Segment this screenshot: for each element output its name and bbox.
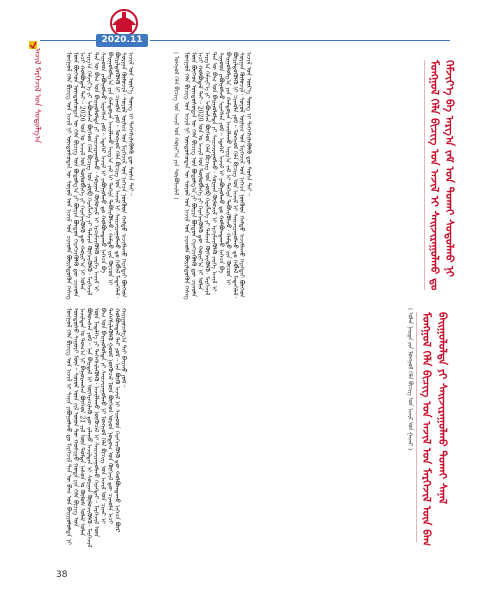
article-2-heading-line1: ᠮᠣᠩᠭᠣᠯ ᠬᠡᠯᠡ ᠪᠢᠴᠢᠭ ᠤᠨ ᠠᠵᠢᠯ ᠤᠨ ᠮᠡᠷᠭᠡᠵᠢᠯ ᠦᠨ ᠪᠠᠭ <box>420 312 433 547</box>
article-2-heading-line2: ᠪᠠᠢᠭᠤᠯᠤᠯᠲᠠ ᠶᠢ ᠰᠠᠢᠵᠢᠷᠠᠭᠤᠯᠬᠤ ᠲᠤᠬᠠᠢ ᠰᠠᠨᠠᠯ <box>436 312 449 504</box>
article-1-body-top: ᠮᠣᠩᠭᠣᠯ ᠬᠡᠯᠡ ᠪᠢᠴᠢᠭ ᠤᠨ ᠠᠵᠢᠯ ᠨᠢ ᠦᠨᠳᠦᠰᠦᠲᠡᠨ ᠦ ᠰᠣᠶᠣᠯ ᠤᠨ ᠠᠵᠢᠯ ᠤᠨ ᠴᠢᠬᠤᠯᠠ ᠪᠦᠷᠢᠯᠳᠦᠬᠦᠨ ᠬᠡᠰᠡᠭ ᠮᠥᠨ ᠪᠥᠭᠡᠳ ᠦᠨᠳᠦᠰᠦᠲᠡᠨ ᠦ ᠬᠡᠯᠡ ᠪᠢᠴᠢᠭ ᠤᠨ ᠪᠣᠳᠤᠯᠭ᠎ᠠ ᠶᠢ ᠪᠦᠷᠢᠨ ᠪᠦᠲᠦᠨ ᠬᠡᠷᠡᠭᠵᠢᠭᠦᠯᠬᠦ ᠳᠦ ᠴᠢᠬᠤᠯᠠ ᠠᠴᠢ ᠬᠣᠯᠪᠣᠳᠠᠯ ᠲᠠᠢ᠃ 2020 ᠣᠨ ᠤ ᠠᠵᠢᠯ ᠤᠨ ᠲᠥᠯᠦᠪᠯᠡᠭᠡ ᠶᠢ ᠬᠡᠷᠡᠭᠵᠢᠭᠦᠯᠬᠦ ᠳᠦ ᠬᠣᠷᠢᠶ᠎ᠠ ᠨᠢ ᠣᠯᠠᠨ ᠠᠷᠭ᠎ᠠ ᠬᠡᠮᠵᠢᠶ᠎ᠡ ᠶᠢ ᠠᠪᠤᠭᠰᠠᠨ ᠪᠥᠭᠡᠳ ᠬᠡᠯᠡ ᠪᠢᠴᠢᠭ ᠤᠨ ᠵᠥᠪ ᠬᠡᠷᠡᠭᠯᠡᠭᠡ ᠶᠢ ᠳᠡᠮᠵᠢᠨ ᠬᠥᠭᠵᠢᠭᠦᠯᠬᠦ᠂ ᠮᠡᠷᠭᠡᠵᠢᠯ ᠲᠡᠨ ᠦ ᠪᠠᠭ ᠤᠨ ᠪᠠᠢᠭᠤᠯᠤᠯᠲᠠ ᠶᠢ ᠰᠠᠢᠵᠢᠷᠠᠭᠤᠯᠬᠤ᠂ ᠰᠤᠷᠭᠠᠨ ᠬᠦᠮᠦᠵᠢᠯ ᠢ ᠡᠷᠴᠢᠮᠵᠢᠭᠦᠯᠬᠦ ᠵᠡᠷᠭᠡ ᠠᠵᠢᠯ ᠢ ᠰᠢᠭᠤᠳ ᠶᠠᠪᠤᠭᠤᠯᠵᠤ ᠢᠷᠡᠭᠰᠡᠨ ᠶᠤᠮ᠃ ᠡᠳᠡᠭᠡᠷ ᠠᠵᠢᠯ ᠢ ᠶᠠᠪᠤᠭᠤᠯᠬᠤ ᠳᠤ ᠬᠣᠯᠪᠣᠭᠳᠠᠬᠤ ᠨᠡᠭᠡᠴᠡ ᠪᠠ ᠪᠠᠢᠭᠤᠯᠤᠯᠭ᠎ᠠ ᠶᠢᠨ ᠬᠠᠮᠲᠤᠷᠠᠨ ᠠᠵᠢᠯᠯᠠᠬᠤ ᠠᠷᠭ᠎ᠠ ᠵᠠᠮ ᠢ ᠳᠡᠭᠡᠷᠡ ᠳᠡᠪᠰᠢᠭᠦᠯᠵᠦ᠂ ᠬᠠᠮᠲᠤ ᠶᠢᠨ ᠬᠦᠴᠦᠨ ᠢ ᠪᠦᠷᠢᠯᠳᠦᠭᠦᠯᠬᠦ ᠨᠢ ᠴᠢᠬᠤᠯᠠ ᠶᠤᠮ᠃ ᠮᠣᠩᠭᠣᠯ ᠬᠡᠯᠡ ᠪᠢᠴᠢᠭ ᠤᠨ ᠠᠵᠢᠯ ᠢ ᠰᠠᠢᠵᠢᠷᠠᠭᠤᠯᠬᠤ ᠳᠤ ᠬᠡᠪᠯᠡᠯ ᠮᠡᠳᠡᠭᠡᠯᠡᠯ᠂ ᠰᠤᠷᠭᠠᠨ ᠬᠥᠮᠦᠵᠢᠯ᠂ ᠰᠣᠶᠣᠯ ᠤᠷᠯᠢᠭ ᠤᠨ ᠮᠡᠷᠭᠡᠵᠢᠯ ᠤᠨ ᠨᠡᠭᠡᠴᠡ ᠨᠦᠭᠦᠳ ᠬᠠᠮᠲᠤ ᠠᠵᠢᠯᠯᠠᠬᠤ ᠬᠡᠷᠡᠭᠲᠡᠢ ᠪᠥᠭᠡᠳ ᠠᠵᠢᠯ ᠤᠨ ᠦᠷ᠎ᠡ ᠳᠦᠩ ᠢ ᠳᠡᠭᠡᠭᠰᠢᠯᠡᠭᠦᠯᠬᠦ ᠳᠦ ᠲᠤᠰᠠ ᠲᠠᠢ᠃ <box>64 52 135 300</box>
article-1-heading-line1: ᠮᠣᠩᠭᠣᠯ ᠬᠡᠯᠡ ᠪᠢᠴᠢᠭ ᠤᠨ ᠠᠵᠢᠯ ᠢ ᠰᠠᠢᠵᠢᠷᠠᠭᠤᠯᠬᠤ ᠳᠤ <box>428 60 441 291</box>
article-1-heading-line2: ᠬᠡᠮᠵᠢᠶ᠎ᠡ ᠪᠠ ᠠᠷᠭ᠎ᠠ ᠵᠠᠮ ᠤᠨ ᠲᠤᠬᠠᠢ ᠰᠤᠳᠤᠯᠬᠤ ᠨᠢ <box>443 60 456 278</box>
article-2-note: ( ᠣᠯᠠᠨ ᠨᠡᠢᠲᠡ ᠶᠢᠨ ᠮᠣᠩᠭᠣᠯ ᠬᠡᠯᠡ ᠪᠢᠴᠢᠭ ᠤᠨ ᠠᠵᠢᠯ ᠤᠨ ᠭᠠᠵᠠᠷ ) <box>406 308 413 451</box>
header-rule <box>150 40 450 41</box>
heading-separator-2 <box>416 312 417 542</box>
article-1-note: ( ᠮᠣᠩᠭᠣᠯ ᠬᠡᠯᠡ ᠪᠢᠴᠢᠭ ᠤᠨ ᠠᠵᠢᠯ ᠤᠨ ᠬᠣᠷᠢᠶ᠎ᠠ ᠶᠢᠨ ᠰᠤᠷᠪᠤᠯᠵᠢᠯᠠᠯ ) <box>172 52 179 200</box>
page-number: 38 <box>56 570 68 580</box>
section-title: ᠠᠵᠢᠯ ᠮᠡᠷᠭᠡᠵᠢᠯ ᠤᠨ ᠰᠤᠳᠤᠯᠭ᠎ᠠ <box>33 48 42 144</box>
issue-date-badge: 2020.11 <box>96 34 148 47</box>
heading-separator <box>424 60 425 290</box>
article-1-body: ᠮᠣᠩᠭᠣᠯ ᠬᠡᠯᠡ ᠪᠢᠴᠢᠭ ᠤᠨ ᠠᠵᠢᠯ ᠨᠢ ᠦᠨᠳᠦᠰᠦᠲᠡᠨ ᠦ ᠰᠣᠶᠣᠯ ᠤᠨ ᠠᠵᠢᠯ ᠤᠨ ᠴᠢᠬᠤᠯᠠ ᠪᠦᠷᠢᠯᠳᠦᠬᠦᠨ ᠬᠡᠰᠡᠭ ᠮᠥᠨ ᠪᠥᠭᠡᠳ ᠦᠨᠳᠦᠰᠦᠲᠡᠨ ᠦ ᠬᠡᠯᠡ ᠪᠢᠴᠢᠭ ᠤᠨ ᠪᠣᠳᠤᠯᠭ᠎ᠠ ᠶᠢ ᠪᠦᠷᠢᠨ ᠪᠦᠲᠦᠨ ᠬᠡᠷᠡᠭᠵᠢᠭᠦᠯᠬᠦ ᠳᠦ ᠴᠢᠬᠤᠯᠠ ᠠᠴᠢ ᠬᠣᠯᠪᠣᠳᠠᠯ ᠲᠠᠢ᠃ 2020 ᠣᠨ ᠤ ᠠᠵᠢᠯ ᠤᠨ ᠲᠥᠯᠦᠪᠯᠡᠭᠡ ᠶᠢ ᠬᠡᠷᠡᠭᠵᠢᠭᠦᠯᠬᠦ ᠳᠦ ᠬᠣᠷᠢᠶ᠎ᠠ ᠨᠢ ᠣᠯᠠᠨ ᠠᠷᠭ᠎ᠠ ᠬᠡᠮᠵᠢᠶ᠎ᠡ ᠶᠢ ᠠᠪᠤᠭᠰᠠᠨ ᠪᠥᠭᠡᠳ ᠬᠡᠯᠡ ᠪᠢᠴᠢᠭ ᠤᠨ ᠵᠥᠪ ᠬᠡᠷᠡᠭᠯᠡᠭᠡ ᠶᠢ ᠳᠡᠮᠵᠢᠨ ᠬᠥᠭᠵᠢᠭᠦᠯᠬᠦ᠂ ᠮᠡᠷᠭᠡᠵᠢᠯ ᠲᠡᠨ ᠦ ᠪᠠᠭ ᠤᠨ ᠪᠠᠢᠭᠤᠯᠤᠯᠲᠠ ᠶᠢ ᠰᠠᠢᠵᠢᠷᠠᠭᠤᠯᠬᠤ᠂ ᠰᠤᠷᠭᠠᠨ ᠬᠦᠮᠦᠵᠢᠯ ᠢ ᠡᠷᠴᠢᠮᠵᠢᠭᠦᠯᠬᠦ ᠵᠡᠷᠭᠡ ᠠᠵᠢᠯ ᠢ ᠰᠢᠭᠤᠳ ᠶᠠᠪᠤᠭᠤᠯᠵᠤ ᠢᠷᠡᠭᠰᠡᠨ ᠶᠤᠮ᠃ ᠡᠳᠡᠭᠡᠷ ᠠᠵᠢᠯ ᠢ ᠶᠠᠪᠤᠭᠤᠯᠬᠤ ᠳᠤ ᠬᠣᠯᠪᠣᠭᠳᠠᠬᠤ ᠨᠡᠭᠡᠴᠡ ᠪᠠ ᠪᠠᠢᠭᠤᠯᠤᠯᠭ᠎ᠠ ᠶᠢᠨ ᠬᠠᠮᠲᠤᠷᠠᠨ ᠠᠵᠢᠯᠯᠠᠬᠤ ᠠᠷᠭ᠎ᠠ ᠵᠠᠮ ᠢ ᠳᠡᠭᠡᠷᠡ ᠳᠡᠪᠰᠢᠭᠦᠯᠵᠦ᠂ ᠬᠠᠮᠲᠤ ᠶᠢᠨ ᠬᠦᠴᠦᠨ ᠢ ᠪᠦᠷᠢᠯᠳᠦᠭᠦᠯᠬᠦ ᠨᠢ ᠴᠢᠬᠤᠯᠠ ᠶᠤᠮ᠃ ᠮᠣᠩᠭᠣᠯ ᠬᠡᠯᠡ ᠪᠢᠴᠢᠭ ᠤᠨ ᠠᠵᠢᠯ ᠢ ᠰᠠᠢᠵᠢᠷᠠᠭᠤᠯᠬᠤ ᠳᠤ ᠬᠡᠪᠯᠡᠯ ᠮᠡᠳᠡᠭᠡᠯᠡᠯ᠂ ᠰᠤᠷᠭᠠᠨ ᠬᠥᠮᠦᠵᠢᠯ᠂ ᠰᠣᠶᠣᠯ ᠤᠷᠯᠢᠭ ᠤᠨ ᠮᠡᠷᠭᠡᠵᠢᠯ ᠤᠨ ᠨᠡᠭᠡᠴᠡ ᠨᠦᠭᠦᠳ ᠬᠠᠮᠲᠤ ᠠᠵᠢᠯᠯᠠᠬᠤ ᠬᠡᠷᠡᠭᠲᠡᠢ ᠪᠥᠭᠡᠳ ᠠᠵᠢᠯ ᠤᠨ ᠦᠷ᠎ᠡ ᠳᠦᠩ ᠢ ᠳᠡᠭᠡᠭᠰᠢᠯᠡᠭᠦᠯᠬᠦ ᠳᠦ ᠲᠤᠰᠠ ᠲᠠᠢ᠃ <box>182 52 253 300</box>
article-2-body: ᠮᠣᠩᠭᠣᠯ ᠬᠡᠯᠡ ᠪᠢᠴᠢᠭ ᠤᠨ ᠠᠵᠢᠯ ᠢ ᠰᠠᠢᠨ ᠶᠠᠪᠤᠭᠤᠯᠬᠤ ᠳᠤ ᠮᠡᠷᠭᠡᠵᠢᠯ ᠲᠡᠨ ᠦ ᠪᠠᠭ ᠤᠨ ᠪᠠᠢᠭᠤᠯᠤᠯᠲᠠ ᠨᠢ ᠦᠨᠳᠦᠰᠦ ᠰᠠᠭᠤᠷᠢ ᠮᠥᠨ᠃ ᠰᠦᠦᠯ ᠦᠨ ᠵᠢᠯ ᠦᠳ ᠲᠦ ᠬᠣᠰᠢᠭᠤ ᠬᠣᠲᠠ ᠶᠢᠨ ᠬᠡᠯᠡ ᠪᠢᠴᠢᠭ ᠤᠨ ᠠᠵᠢᠯᠲᠠᠨ ᠤ ᠲᠣᠭ᠎ᠠ ᠨᠢ ᠪᠠᠭᠤᠷᠠᠭᠰᠠᠨ ᠪᠥᠭᠡᠳ 21 ᠵᠢᠯ ᠦᠨ ᠳᠤᠮᠳᠠ ᠨᠠᠰᠤᠨ ᠤ ᠬᠦᠮᠦᠰ ᠤᠯᠠᠮ ᠣᠯᠠᠨ ᠪᠣᠯᠤᠭᠰᠠᠨ ᠶᠤᠮ᠃ ᠡᠨᠡ ᠪᠠᠢᠳᠠᠯ ᠢ ᠥᠭᠡᠷᠡᠴᠢᠯᠡᠬᠦ ᠳᠦ ᠵᠠᠯᠠᠭᠤ ᠠᠵᠢᠯᠲᠠᠨ ᠢ ᠰᠤᠷᠭᠠᠨ ᠬᠦᠮᠦᠵᠢᠭᠦᠯᠬᠦ᠂ ᠮᠡᠷᠭᠡᠵᠢᠯ ᠦᠨ ᠮᠡᠳᠡᠯᠭᠡ ᠶᠢ ᠳᠡᠭᠡᠭᠰᠢᠯᠡᠭᠦᠯᠬᠦ᠂ ᠠᠵᠢᠯᠯᠠᠬᠤ ᠨᠥᠬᠥᠴᠡᠯ ᠢ ᠰᠠᠢᠵᠢᠷᠠᠭᠤᠯᠬᠤ ᠬᠡᠷᠡᠭᠲᠡᠢ᠃ ᠮᠡᠷᠭᠡᠵᠢᠯ ᠦᠨ ᠪᠠᠭ ᠤᠨ ᠪᠠᠢᠭᠤᠯᠤᠯᠲᠠ ᠶᠢ ᠰᠠᠢᠵᠢᠷᠠᠭᠤᠯᠬᠤ ᠨᠢ ᠮᠣᠩᠭᠣᠯ ᠬᠡᠯᠡ ᠪᠢᠴᠢᠭ ᠤᠨ ᠠᠵᠢᠯ ᠤᠨ ᠴᠢᠨᠠᠷ ᠢ ᠳᠡᠭᠡᠭᠰᠢᠯᠡᠭᠦᠯᠬᠦ ᠭᠣᠣᠯ ᠨᠥᠬᠥᠴᠡᠯ ᠮᠥᠨ ᠪᠥᠭᠡᠳ ᠣᠷᠣᠨ ᠨᠤᠲᠤᠭ ᠤᠨ ᠬᠥᠭᠵᠢᠯ ᠳᠦ ᠴᠢᠬᠤᠯᠠ ᠠᠴᠢ ᠬᠣᠯᠪᠣᠭᠳᠠᠯ ᠲᠠᠢ ᠶᠤᠮ᠃ ᠡᠨᠡ ᠪᠦᠬᠦ ᠠᠵᠢᠯ ᠢ ᠰᠢᠭᠤᠳ ᠬᠡᠷᠡᠭᠵᠢᠭᠦᠯᠬᠦ ᠳᠦ ᠬᠣᠯᠪᠣᠭᠳᠠᠬᠤ ᠨᠡᠭᠡᠴᠡ ᠪᠦᠷ ᠬᠠᠷᠢᠭᠤᠴᠠᠯᠭ᠎ᠠ ᠲᠠᠢ ᠪᠠᠢᠬᠤ ᠶᠤᠮ᠃ <box>64 308 128 548</box>
header-rule-left <box>40 40 96 41</box>
